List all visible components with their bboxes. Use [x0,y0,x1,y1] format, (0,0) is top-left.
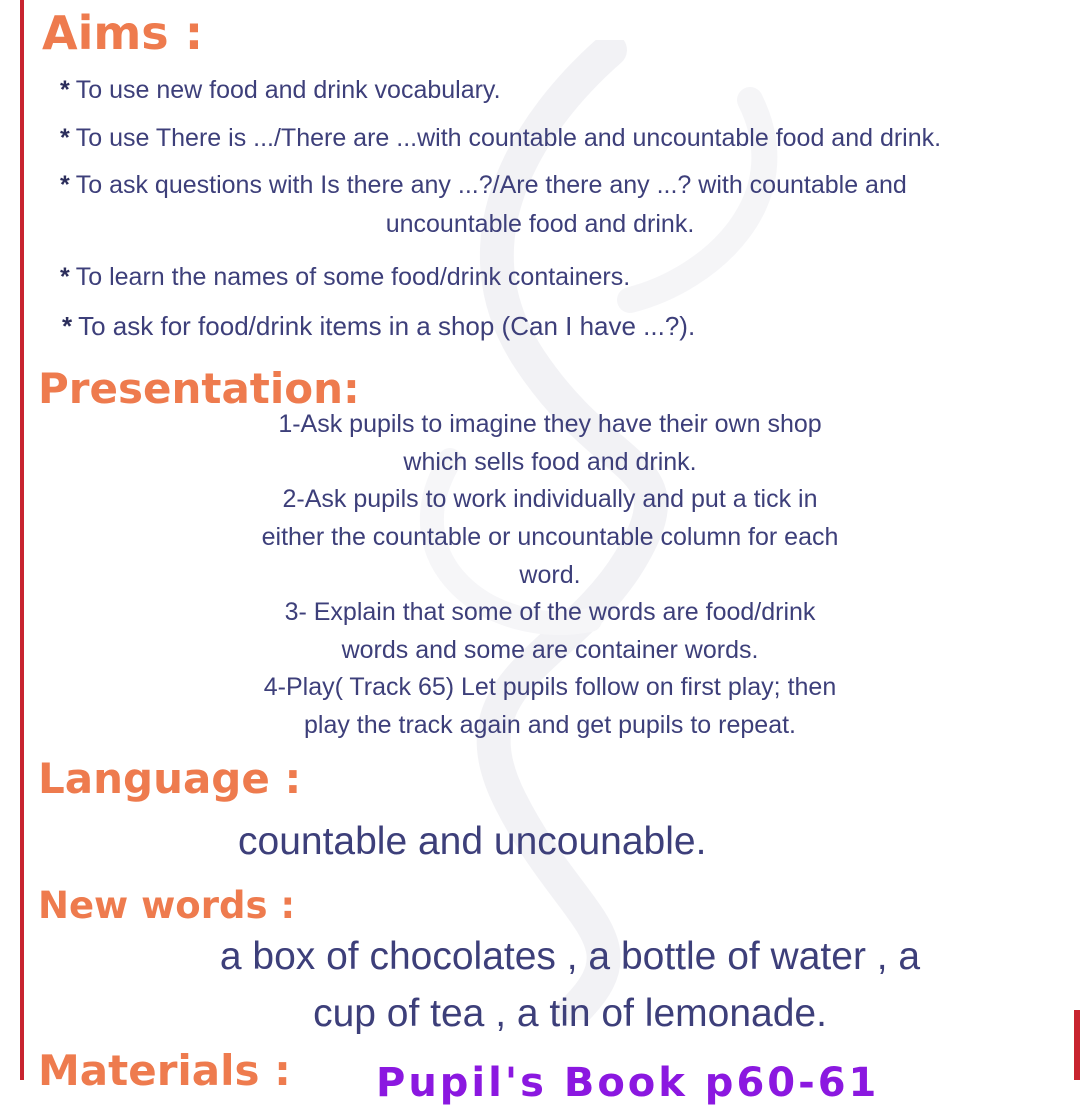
language-value: countable and uncounable. [238,820,707,863]
aim-item-text: To ask for food/drink items in a shop (Can I have ...?). [78,311,696,341]
right-border-rule [1074,1010,1080,1080]
presentation-line: word. [519,561,581,589]
materials-value: Pupil's Book p60-61 [376,1060,880,1106]
aim-item [62,311,695,342]
presentation-line: 2-Ask pupils to work individually and put a tick in [282,485,818,513]
aim-item-text: To ask questions with Is there any ...?/Are there any ...? with countable and [75,171,907,199]
aim-item [60,263,630,292]
new-words-line: a box of chocolates , a bottle of water , a [219,935,921,978]
presentation-line: which sells food and drink. [403,448,697,476]
aim-item [60,124,941,153]
bullet-star: * [62,311,73,341]
presentation-line: 1-Ask pupils to imagine they have their own shop [278,410,822,438]
bullet-star: * [60,263,70,291]
aim-item-text: To learn the names of some food/drink containers. [75,263,631,291]
bullet-star: * [60,124,70,152]
new-words-heading: New words : [38,884,296,927]
presentation-line: words and some are container words. [341,636,759,664]
left-border-rule [20,0,24,1080]
materials-heading: Materials : [38,1046,291,1095]
aim-item-text: To use new food and drink vocabulary. [75,76,501,104]
presentation-line: either the countable or uncountable column for each [261,523,839,551]
aims-heading: Aims : [42,6,204,60]
bullet-star: * [60,76,70,104]
presentation-line: 3- Explain that some of the words are food/drink [284,598,816,626]
aim-item-text: To use There is .../There are ...with countable and uncountable food and drink. [75,124,942,152]
presentation-line: 4-Play( Track 65) Let pupils follow on first play; then [263,673,837,701]
aim-item [60,171,907,200]
language-heading: Language : [38,754,302,803]
presentation-heading: Presentation: [38,364,360,413]
new-words-line: cup of tea , a tin of lemonade. [313,992,827,1035]
aim-item-continuation: uncountable food and drink. [385,210,695,238]
aim-item [60,76,501,105]
bullet-star: * [60,171,70,199]
presentation-line: play the track again and get pupils to repeat. [304,711,796,739]
